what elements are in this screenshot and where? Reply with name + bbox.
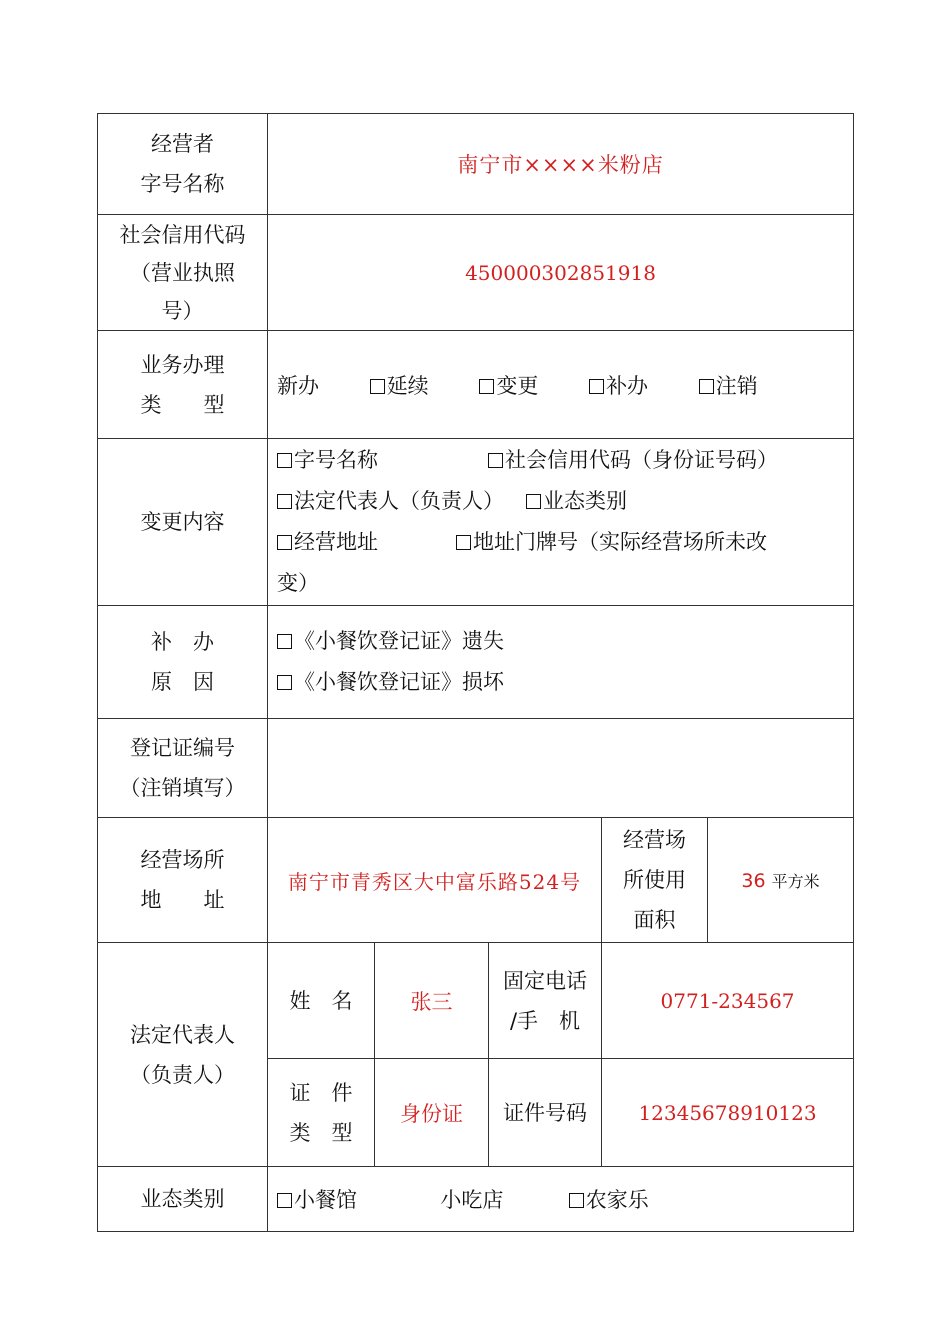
option-label: 社会信用代码（身份证号码） [505, 448, 778, 472]
label-line: 面积 [633, 908, 676, 932]
label-line: 社会信用代码 [119, 222, 246, 247]
checkbox-icon[interactable] [277, 535, 292, 550]
option-change-category[interactable] [526, 489, 627, 513]
option-new[interactable] [277, 370, 319, 400]
option-snack-shop[interactable] [440, 1188, 503, 1212]
id-type-value[interactable]: 身份证 [375, 1059, 489, 1167]
option-change-name[interactable] [277, 448, 378, 472]
name-value[interactable]: 张三 [375, 943, 489, 1059]
option-change-doorplate[interactable] [456, 530, 767, 554]
option-change-credit[interactable] [488, 448, 778, 472]
row-category [98, 1167, 854, 1232]
label-line: 法定代表人 [130, 1022, 235, 1047]
label-line: （营业执照 [130, 260, 235, 285]
option-label: 业态类别 [543, 489, 627, 513]
id-type-label [268, 1059, 375, 1167]
checkbox-icon[interactable] [370, 379, 385, 394]
option-renew[interactable] [370, 370, 429, 400]
label-line: 地 址 [140, 888, 225, 912]
change-line [277, 522, 853, 563]
label-line: 经营者 [151, 132, 214, 156]
checkbox-icon[interactable] [277, 494, 292, 509]
checkbox-icon[interactable] [456, 535, 471, 550]
label-line: 号） [161, 298, 204, 323]
option-label: 农家乐 [585, 1188, 649, 1212]
change-line [277, 481, 853, 522]
option-change[interactable] [479, 370, 538, 400]
cert-number-label [98, 719, 268, 818]
label-line: 补 办 [151, 630, 214, 654]
legal-rep-label [98, 943, 268, 1167]
option-change-legal[interactable] [277, 489, 504, 513]
label-line: 证 件 [289, 1080, 353, 1105]
option-farmhouse[interactable] [569, 1188, 649, 1212]
label-line: 经营场 [623, 828, 686, 852]
name-label: 姓 名 [268, 943, 375, 1059]
checkbox-icon[interactable] [569, 1193, 584, 1208]
row-legal-name [98, 943, 854, 1059]
label-line: （注销填写） [119, 776, 246, 800]
checkbox-icon[interactable] [699, 379, 714, 394]
address-value[interactable]: 南宁市青秀区大中富乐路524号 [268, 818, 602, 943]
checkbox-icon[interactable] [277, 634, 292, 649]
row-reissue-reason [98, 606, 854, 719]
option-label: 地址门牌号（实际经营场所未改 [473, 530, 767, 554]
row-business-type [98, 331, 854, 439]
area-value: 36 [741, 870, 766, 892]
credit-code-label [98, 215, 268, 331]
business-type-label [98, 331, 268, 439]
label-line: 所使用 [623, 868, 686, 892]
label-line: 登记证编号 [130, 736, 235, 760]
row-operator-name [98, 114, 854, 215]
operator-name-value[interactable]: 南宁市××××米粉店 [268, 114, 854, 215]
category-options [268, 1167, 854, 1232]
phone-value[interactable]: 0771-234567 [602, 943, 854, 1059]
label-line: 类 型 [140, 392, 225, 417]
checkbox-icon[interactable] [526, 494, 541, 509]
checkbox-icon[interactable] [277, 1193, 292, 1208]
reissue-reason-label [98, 606, 268, 719]
checkbox-icon[interactable] [488, 453, 503, 468]
phone-label [489, 943, 602, 1059]
label-line: 业务办理 [140, 352, 225, 377]
category-label: 业态类别 [98, 1167, 268, 1232]
option-label: 注销 [715, 373, 758, 398]
row-credit-code [98, 215, 854, 331]
area-value-cell[interactable] [708, 818, 854, 943]
row-change-content [98, 439, 854, 606]
option-label: 延续 [386, 373, 429, 398]
area-unit: 平方米 [771, 872, 820, 891]
checkbox-icon[interactable] [277, 453, 292, 468]
label-line: 原 因 [151, 670, 214, 694]
label-line: （负责人） [130, 1062, 235, 1087]
option-cancel[interactable] [699, 370, 758, 400]
option-small-restaurant[interactable] [277, 1188, 357, 1212]
business-type-options [268, 331, 854, 439]
label-line: /手 机 [509, 1008, 581, 1033]
checkbox-icon[interactable] [479, 379, 494, 394]
row-address [98, 818, 854, 943]
area-label [602, 818, 708, 943]
option-label: 《小餐饮登记证》损坏 [294, 670, 504, 694]
checkbox-icon[interactable] [277, 675, 292, 690]
option-change-address[interactable] [277, 530, 378, 554]
registration-form-table [97, 113, 854, 1232]
change-line: 变） [277, 571, 319, 595]
row-cert-number [98, 719, 854, 818]
label-line: 字号名称 [140, 172, 225, 196]
option-label: 字号名称 [294, 448, 378, 472]
option-label: 补办 [606, 373, 649, 398]
option-label: 小餐馆 [294, 1188, 357, 1212]
id-number-value[interactable]: 12345678910123 [602, 1059, 854, 1167]
label-line: 类 型 [289, 1120, 353, 1145]
change-line [277, 440, 853, 481]
option-label: 经营地址 [294, 530, 378, 554]
option-label: 《小餐饮登记证》遗失 [294, 629, 504, 653]
option-damaged[interactable] [277, 662, 853, 703]
option-label: 新办 [277, 373, 319, 398]
credit-code-value[interactable]: 450000302851918 [268, 215, 854, 331]
option-label: 法定代表人（负责人） [294, 489, 504, 513]
operator-name-label [98, 114, 268, 215]
label-line: 经营场所 [140, 848, 225, 872]
label-line: 固定电话 [503, 968, 587, 993]
option-reissue[interactable] [589, 370, 648, 400]
option-lost[interactable] [277, 621, 853, 662]
option-label: 变更 [496, 373, 539, 398]
checkbox-icon[interactable] [589, 379, 604, 394]
address-label [98, 818, 268, 943]
cert-number-value[interactable] [268, 719, 854, 818]
option-label: 小吃店 [440, 1188, 504, 1212]
change-content-options [268, 439, 854, 606]
change-content-label: 变更内容 [98, 439, 268, 606]
id-number-label: 证件号码 [489, 1059, 602, 1167]
reissue-reason-options [268, 606, 854, 719]
